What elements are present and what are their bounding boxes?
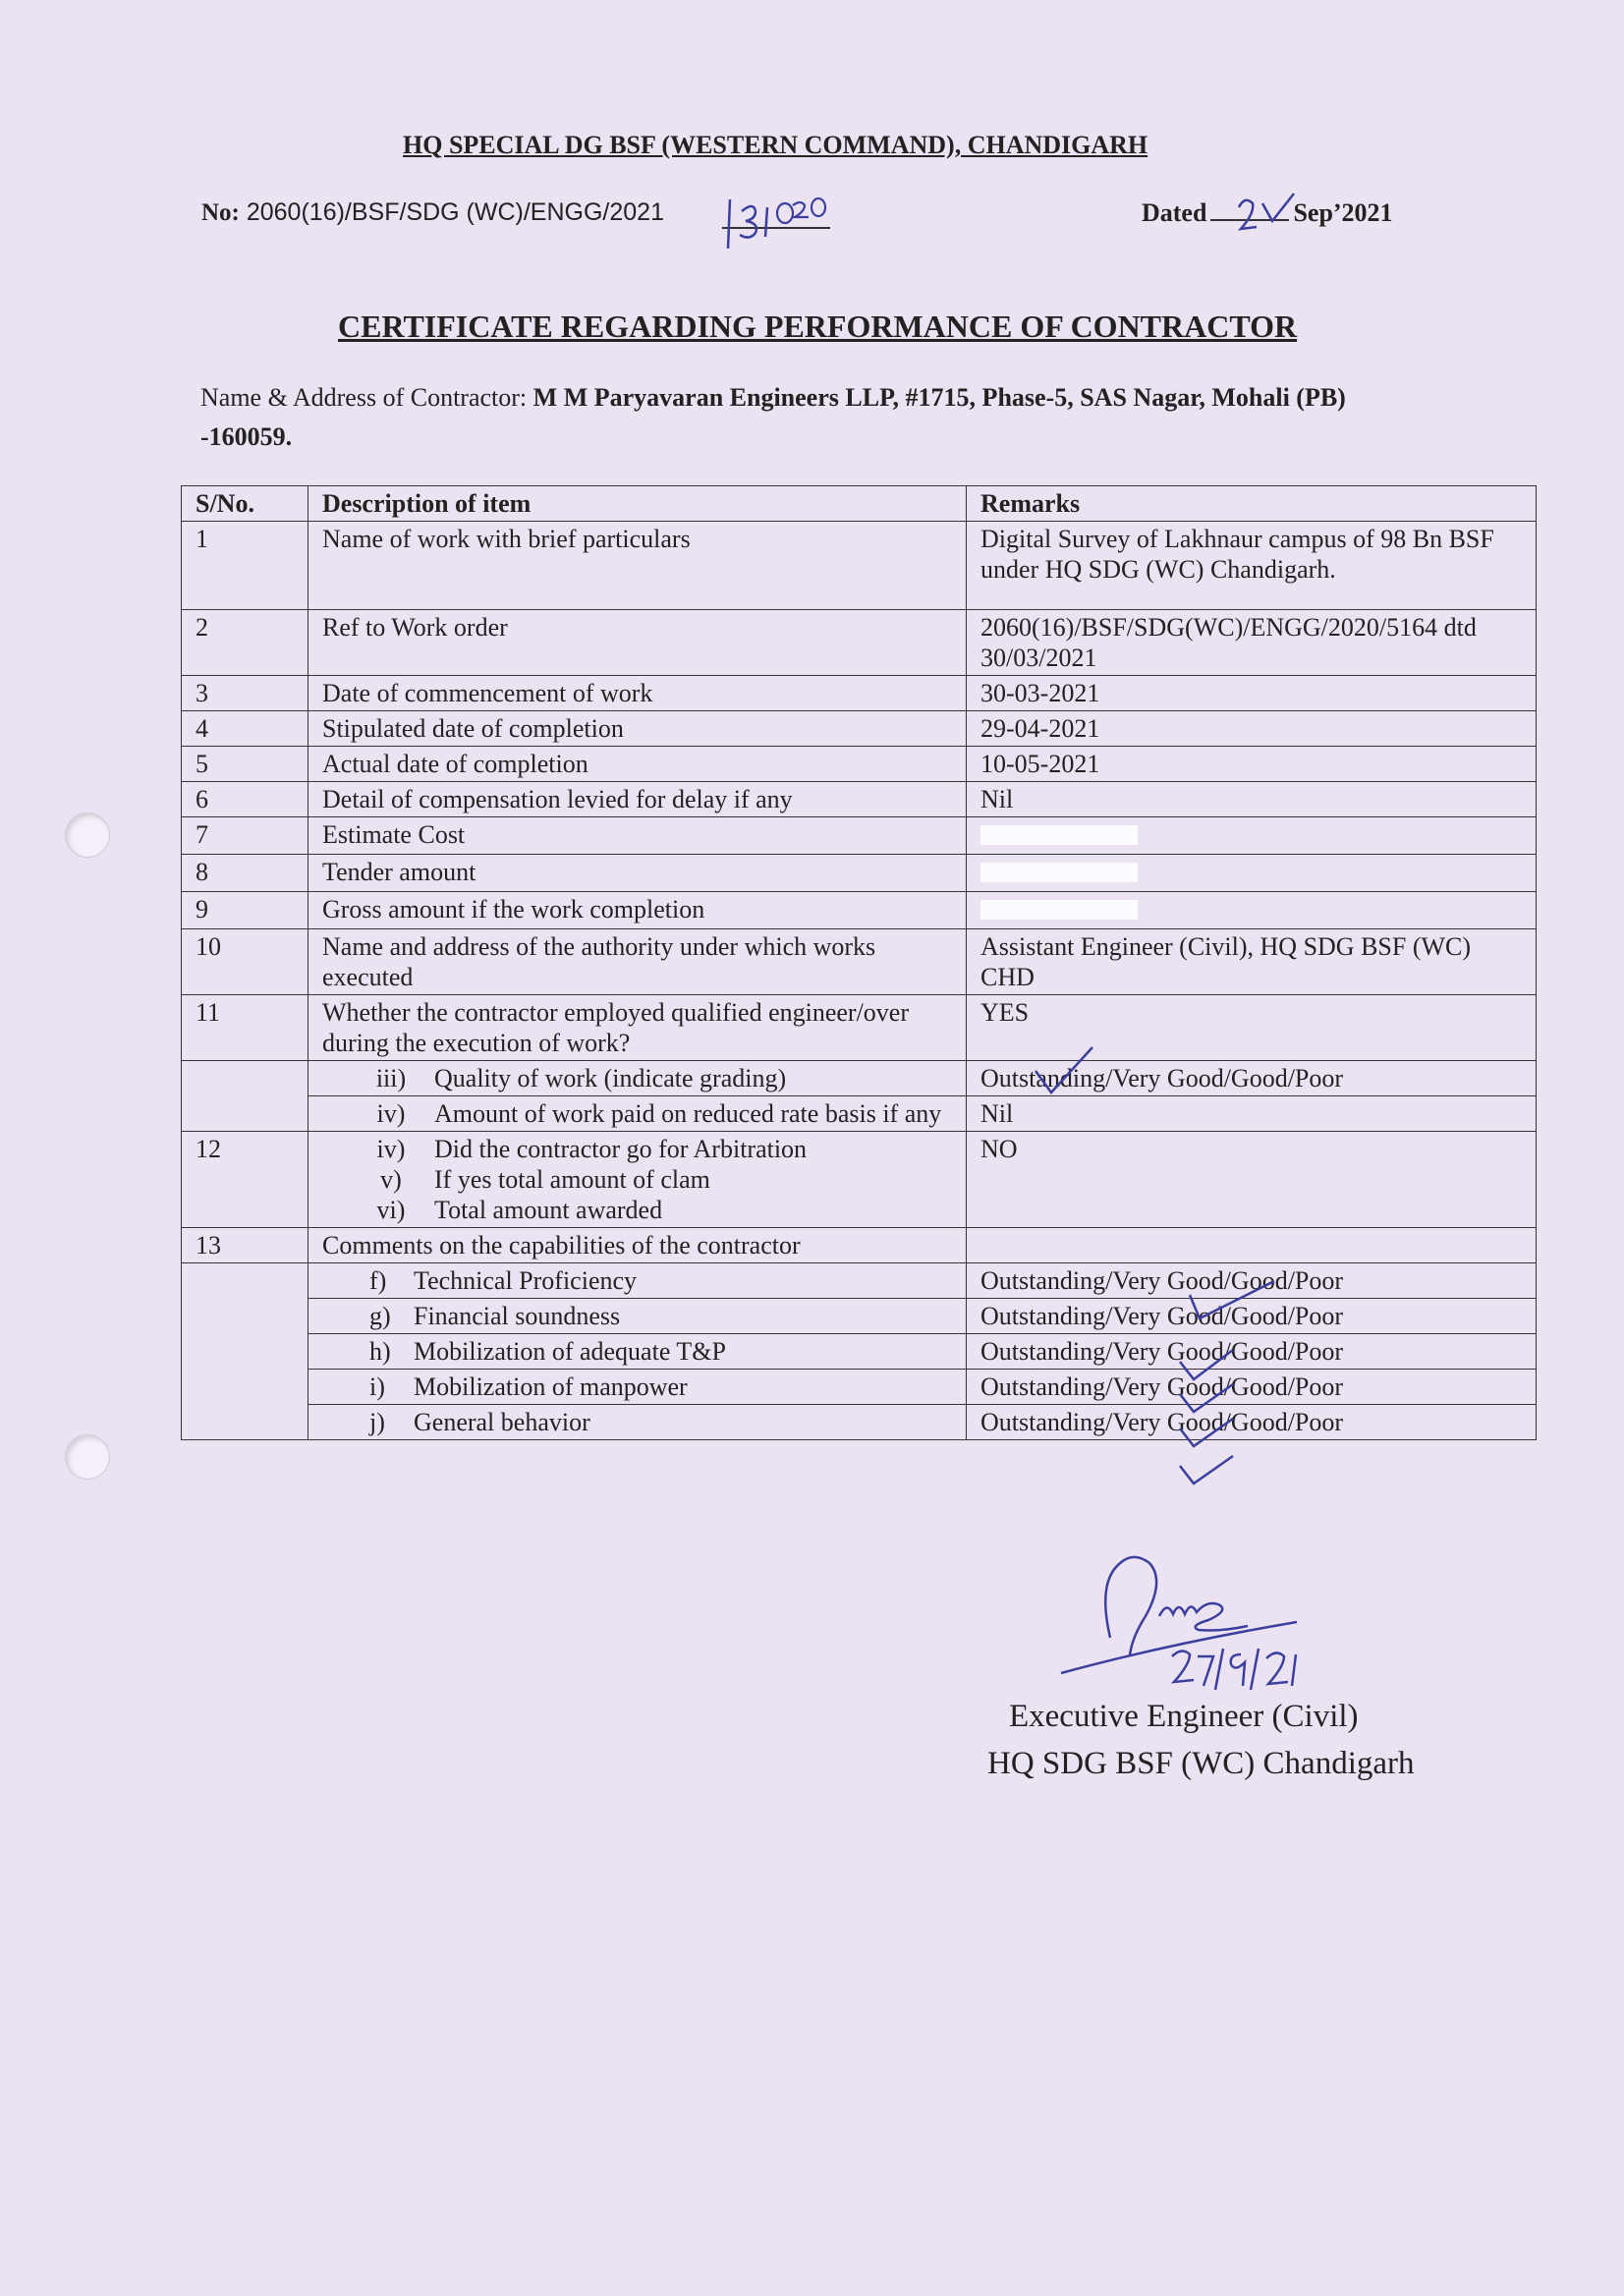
table-row bbox=[182, 1132, 1537, 1228]
table-row bbox=[182, 676, 1537, 711]
row-description: Name of work with brief particulars bbox=[308, 522, 967, 610]
row-description: Gross amount if the work completion bbox=[308, 892, 967, 929]
ref-label: No: bbox=[201, 199, 240, 226]
sub-text: Did the contractor go for Arbitration bbox=[434, 1135, 808, 1163]
row-description: Ref to Work order bbox=[308, 610, 967, 676]
table-row bbox=[182, 995, 1537, 1061]
table-row bbox=[182, 929, 1537, 995]
row-sno: 9 bbox=[182, 892, 308, 929]
row-remark: Nil bbox=[967, 782, 1537, 817]
row-description: Name and address of the authority under which works executed bbox=[308, 929, 967, 995]
table-row bbox=[182, 1096, 1537, 1132]
table-row bbox=[182, 1299, 1537, 1334]
row-sno: 12 bbox=[182, 1132, 308, 1228]
row-remark: Assistant Engineer (Civil), HQ SDG BSF (WC) CHD bbox=[967, 929, 1537, 995]
sub-letter: j) bbox=[369, 1408, 385, 1436]
table-row bbox=[182, 1228, 1537, 1263]
row-remark: YES bbox=[967, 995, 1537, 1061]
row-remark: Outstanding/Very Good/Good/Poor bbox=[967, 1263, 1537, 1299]
sub-text: Technical Proficiency bbox=[414, 1266, 638, 1295]
sub-text: Mobilization of manpower bbox=[414, 1372, 688, 1401]
ref-number: 2060(16)/BSF/SDG (WC)/ENGG/2021 bbox=[246, 198, 664, 226]
row-subitems bbox=[308, 1132, 967, 1228]
signatory-designation: Executive Engineer (Civil) bbox=[1009, 1699, 1359, 1734]
table-row bbox=[182, 892, 1537, 929]
row-description: Estimate Cost bbox=[308, 817, 967, 855]
sub-number: vi) bbox=[376, 1196, 406, 1224]
row-remark: 29-04-2021 bbox=[967, 711, 1537, 747]
table-row bbox=[182, 711, 1537, 747]
row-remark: Outstanding/Very Good/Good/Poor bbox=[967, 1370, 1537, 1405]
row-remark: 10-05-2021 bbox=[967, 747, 1537, 782]
sub-letter: h) bbox=[369, 1337, 391, 1366]
row-remark-redacted bbox=[967, 817, 1537, 855]
header-remarks: Remarks bbox=[967, 486, 1537, 522]
row-remark-redacted bbox=[967, 892, 1537, 929]
row-sno: 2 bbox=[182, 610, 308, 676]
row-description: Stipulated date of completion bbox=[308, 711, 967, 747]
row-remark: Outstanding/Very Good/Good/Poor bbox=[967, 1299, 1537, 1334]
row-subitem bbox=[308, 1334, 967, 1370]
row-sno: 5 bbox=[182, 747, 308, 782]
row-description: Date of commencement of work bbox=[308, 676, 967, 711]
redaction-mark bbox=[980, 825, 1138, 845]
redaction-mark bbox=[980, 900, 1138, 920]
redaction-mark bbox=[980, 863, 1138, 882]
row-remark: Outstanding/Very Good/Good/Poor bbox=[967, 1334, 1537, 1370]
tick-mark-tp bbox=[1174, 1380, 1243, 1420]
row-sno: 11 bbox=[182, 995, 308, 1061]
punch-hole-top bbox=[65, 812, 110, 858]
sub-text: General behavior bbox=[414, 1408, 590, 1436]
tick-mark-manpower bbox=[1174, 1415, 1243, 1454]
header-sno: S/No. bbox=[182, 486, 308, 522]
tick-mark-technical bbox=[1184, 1277, 1282, 1326]
sub-number: iv) bbox=[376, 1135, 406, 1163]
tick-mark-quality bbox=[1032, 1041, 1100, 1100]
table-row bbox=[182, 782, 1537, 817]
row-remark: 2060(16)/BSF/SDG(WC)/ENGG/2020/5164 dtd 30/03/2021 bbox=[967, 610, 1537, 676]
row-remark: Outstanding/Very Good/Good/Poor bbox=[967, 1061, 1537, 1096]
row-remark-empty bbox=[967, 1228, 1537, 1263]
signatory-block bbox=[987, 1693, 1415, 1787]
row-subitem bbox=[308, 1370, 967, 1405]
row-description: Whether the contractor employed qualified engineer/over during the execution of work? bbox=[308, 995, 967, 1061]
table-row bbox=[182, 747, 1537, 782]
row-sno-empty bbox=[182, 1061, 308, 1132]
row-description: Comments on the capabilities of the contractor bbox=[308, 1228, 967, 1263]
row-sno: 10 bbox=[182, 929, 308, 995]
office-heading: HQ SPECIAL DG BSF (WESTERN COMMAND), CHANDIGARH bbox=[403, 131, 1148, 159]
row-subitem bbox=[308, 1405, 967, 1440]
sub-text: Amount of work paid on reduced rate basis if any bbox=[434, 1099, 942, 1128]
row-subitem bbox=[308, 1096, 967, 1132]
tick-mark-behavior bbox=[1174, 1452, 1243, 1491]
row-description: Actual date of completion bbox=[308, 747, 967, 782]
ref-handwritten-number bbox=[722, 192, 840, 251]
sub-text: Mobilization of adequate T&P bbox=[414, 1337, 726, 1366]
row-sno: 8 bbox=[182, 855, 308, 892]
row-sno: 1 bbox=[182, 522, 308, 610]
punch-hole-bottom bbox=[65, 1434, 110, 1480]
row-sno: 13 bbox=[182, 1228, 308, 1263]
table-row bbox=[182, 1061, 1537, 1096]
row-sno: 7 bbox=[182, 817, 308, 855]
date-handwritten bbox=[1233, 190, 1321, 239]
certificate-title: CERTIFICATE REGARDING PERFORMANCE OF CONTRACTOR bbox=[338, 308, 1298, 344]
sub-number: iii) bbox=[375, 1064, 407, 1092]
row-description: Detail of compensation levied for delay if any bbox=[308, 782, 967, 817]
row-subitem bbox=[308, 1263, 967, 1299]
signature-date bbox=[1164, 1643, 1312, 1697]
contractor-value: M M Paryavaran Engineers LLP, #1715, Phase-5, SAS Nagar, Mohali (PB) -160059. bbox=[200, 383, 1346, 451]
row-subitem bbox=[308, 1061, 967, 1096]
reference-number bbox=[201, 198, 664, 227]
sub-text: Financial soundness bbox=[414, 1302, 621, 1330]
table-row bbox=[182, 817, 1537, 855]
sub-letter: i) bbox=[369, 1372, 385, 1401]
performance-table bbox=[181, 485, 1537, 1440]
sub-text: Total amount awarded bbox=[434, 1196, 663, 1224]
row-remark: Nil bbox=[967, 1096, 1537, 1132]
sub-text: If yes total amount of clam bbox=[434, 1165, 710, 1194]
table-row bbox=[182, 1263, 1537, 1299]
row-remark: 30-03-2021 bbox=[967, 676, 1537, 711]
table-row bbox=[182, 855, 1537, 892]
row-sno: 6 bbox=[182, 782, 308, 817]
row-remark: Digital Survey of Lakhnaur campus of 98 Bn BSF under HQ SDG (WC) Chandigarh. bbox=[967, 522, 1537, 610]
row-sno: 3 bbox=[182, 676, 308, 711]
row-remark: NO bbox=[967, 1132, 1537, 1228]
table-header-row bbox=[182, 486, 1537, 522]
dated-label: Dated bbox=[1142, 198, 1207, 227]
row-description: Tender amount bbox=[308, 855, 967, 892]
sub-text: Quality of work (indicate grading) bbox=[434, 1064, 787, 1092]
table-row bbox=[182, 1370, 1537, 1405]
contractor-label: Name & Address of Contractor: bbox=[200, 383, 528, 412]
table-row bbox=[182, 522, 1537, 610]
row-remark-redacted bbox=[967, 855, 1537, 892]
table-row bbox=[182, 1405, 1537, 1440]
sub-number: v) bbox=[380, 1165, 402, 1194]
tick-mark-financial bbox=[1174, 1346, 1243, 1385]
sub-letter: g) bbox=[369, 1302, 391, 1330]
row-sno-empty bbox=[182, 1263, 308, 1440]
table-row bbox=[182, 610, 1537, 676]
signatory-office: HQ SDG BSF (WC) Chandigarh bbox=[987, 1746, 1415, 1781]
row-remark: Outstanding/Very Good/Good/Poor bbox=[967, 1405, 1537, 1440]
row-sno: 4 bbox=[182, 711, 308, 747]
dated-suffix: Sep’2021 bbox=[1293, 198, 1393, 227]
contractor-details bbox=[200, 378, 1419, 457]
row-subitem bbox=[308, 1299, 967, 1334]
header-description: Description of item bbox=[308, 486, 967, 522]
table-row bbox=[182, 1334, 1537, 1370]
sub-number: iv) bbox=[376, 1099, 406, 1128]
sub-letter: f) bbox=[369, 1266, 387, 1295]
